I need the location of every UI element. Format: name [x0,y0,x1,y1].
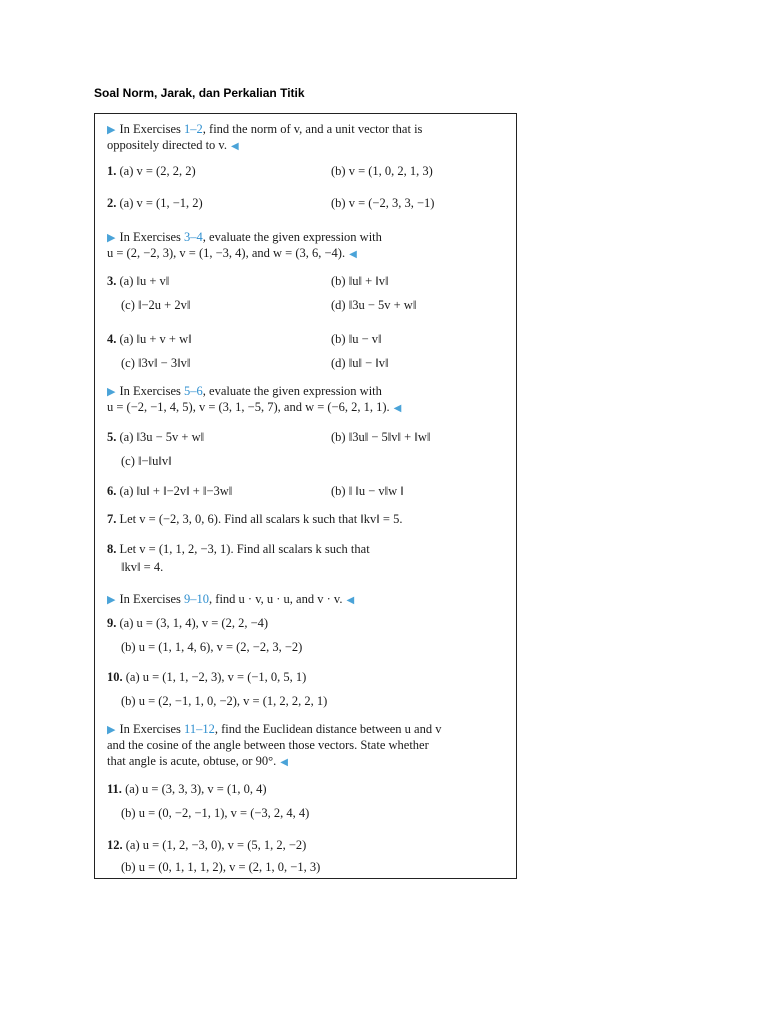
exercise-6 [107,484,232,498]
triangle-left-icon: ◀ [280,757,288,768]
part-a: (a) ‖u‖ + ‖−2v‖ + ‖−3w‖ [119,484,233,498]
intro-text: and the cosine of the angle between those vectors. State whether [107,738,429,752]
exercise-number: 10. [107,670,123,684]
exercise-3 [107,274,169,288]
intro-2-line2 [107,246,357,262]
intro-text: oppositely directed to v. [107,138,227,152]
part-b: (b) v = (1, 0, 2, 1, 3) [331,164,433,178]
intro-text: In Exercises [119,230,185,244]
intro-5 [107,722,441,737]
exercise-number: 11. [107,782,122,796]
exercise-8-line2 [121,560,163,574]
intro-text: In Exercises [119,592,185,606]
exercise-number: 12. [107,838,123,852]
triangle-right-icon: ▶ [107,386,116,398]
exercise-number: 9. [107,616,117,630]
part-a: (a) u = (3, 3, 3), v = (1, 0, 4) [125,782,267,796]
exercise-number: 5. [107,430,117,444]
part-a: (a) v = (2, 2, 2) [119,164,196,178]
intro-text: , evaluate the given expression with [202,230,382,244]
intro-5-line3 [107,754,288,770]
part-d: (d) ‖3u − 5v + w‖ [331,298,417,312]
part-a: (a) v = (1, −1, 2) [119,196,203,210]
part-b: (b) ‖u − v‖ [331,332,382,346]
part-a: (a) ‖u + v‖ [119,274,170,288]
exercise-11 [107,782,267,796]
intro-text: that angle is acute, obtuse, or 90°. [107,754,277,768]
exercise-12 [107,838,306,852]
part-c: (c) ‖−‖u‖v‖ [121,454,172,468]
exercise-number: 8. [107,542,117,556]
intro-3 [107,384,382,399]
intro-1-line2 [107,138,239,154]
triangle-right-icon: ▶ [107,724,116,736]
exercise-5-c [121,454,172,468]
exercise-number: 7. [107,512,117,526]
part-a: (a) u = (1, 1, −2, 3), v = (−1, 0, 5, 1) [125,670,307,684]
exercise-text: ‖kv‖ = 4. [121,560,164,574]
exercise-4-c [121,356,190,370]
exercise-10-b [121,694,327,708]
exercise-ref: 3–4 [184,230,203,244]
exercise-ref: 11–12 [184,722,215,736]
exercise-3-c [121,298,190,312]
exercise-number: 1. [107,164,117,178]
triangle-left-icon: ◀ [349,249,357,260]
intro-4 [107,592,354,608]
part-c: (c) ‖−2u + 2v‖ [121,298,191,312]
intro-text: In Exercises [119,384,185,398]
exercise-2-b [331,196,434,210]
part-b: (b) ‖3u‖ − 5‖v‖ + ‖w‖ [331,430,431,444]
part-b: (b) u = (1, 1, 4, 6), v = (2, −2, 3, −2) [121,640,303,654]
intro-text: In Exercises [119,122,185,136]
exercise-text: Let v = (−2, 3, 0, 6). Find all scalars k such that ‖kv‖ = 5. [119,512,403,526]
exercise-7 [107,512,402,526]
document-title: Soal Norm, Jarak, dan Perkalian Titik [94,86,305,100]
exercise-1-b [331,164,433,178]
exercise-6-b [331,484,404,498]
exercise-4-b [331,332,382,346]
part-b: (b) u = (0, 1, 1, 1, 2), v = (2, 1, 0, −1, 3) [121,860,321,874]
exercise-4 [107,332,192,346]
exercise-5 [107,430,204,444]
exercise-number: 4. [107,332,117,346]
exercise-ref: 1–2 [184,122,203,136]
intro-2 [107,230,382,245]
intro-3-line2 [107,400,401,416]
exercise-box [94,113,517,879]
exercise-9 [107,616,268,630]
intro-1 [107,122,422,137]
exercise-8 [107,542,370,556]
triangle-left-icon: ◀ [393,403,402,414]
part-b: (b) ‖ ‖u − v‖w ‖ [331,484,404,498]
exercise-4-d [331,356,389,370]
exercise-2 [107,196,203,210]
part-d: (d) ‖u‖ − ‖v‖ [331,356,389,370]
exercise-ref: 5–6 [184,384,203,398]
part-b: (b) ‖u‖ + ‖v‖ [331,274,389,288]
exercise-text: Let v = (1, 1, 2, −3, 1). Find all scalars k such that [119,542,370,556]
triangle-right-icon: ▶ [107,232,116,244]
exercise-ref: 9–10 [184,592,210,606]
exercise-12-b [121,860,320,874]
intro-text: In Exercises [119,722,185,736]
exercise-5-b [331,430,430,444]
exercise-number: 3. [107,274,117,288]
intro-text: , find the norm of v, and a unit vector that is [202,122,423,136]
intro-text: , find the Euclidean distance between u and v [214,722,442,736]
intro-text: u = (2, −2, 3), v = (1, −3, 4), and w = (3, 6, −4). [107,246,346,260]
intro-5-line2 [107,738,429,752]
triangle-left-icon: ◀ [346,595,355,606]
exercise-10 [107,670,306,684]
intro-text: u = (−2, −1, 4, 5), v = (3, 1, −5, 7), and w = (−6, 2, 1, 1). [107,400,390,414]
exercise-number: 2. [107,196,117,210]
part-a: (a) ‖3u − 5v + w‖ [119,430,205,444]
triangle-right-icon: ▶ [107,594,116,606]
part-c: (c) ‖3v‖ − 3‖v‖ [121,356,191,370]
part-a: (a) u = (1, 2, −3, 0), v = (5, 1, 2, −2) [125,838,307,852]
exercise-number: 6. [107,484,117,498]
part-a: (a) u = (3, 1, 4), v = (2, 2, −4) [119,616,269,630]
exercise-3-d [331,298,416,312]
triangle-right-icon: ▶ [107,124,116,136]
triangle-left-icon: ◀ [231,141,239,152]
part-b: (b) v = (−2, 3, 3, −1) [331,196,435,210]
intro-text: , find u · v, u · u, and v · v. [209,592,343,606]
part-b: (b) u = (2, −1, 1, 0, −2), v = (1, 2, 2, 2, 1) [121,694,328,708]
part-b: (b) u = (0, −2, −1, 1), v = (−3, 2, 4, 4) [121,806,310,820]
intro-text: , evaluate the given expression with [202,384,382,398]
exercise-11-b [121,806,309,820]
exercise-9-b [121,640,302,654]
exercise-3-b [331,274,389,288]
exercise-1 [107,164,196,178]
part-a: (a) ‖u + v + w‖ [119,332,192,346]
